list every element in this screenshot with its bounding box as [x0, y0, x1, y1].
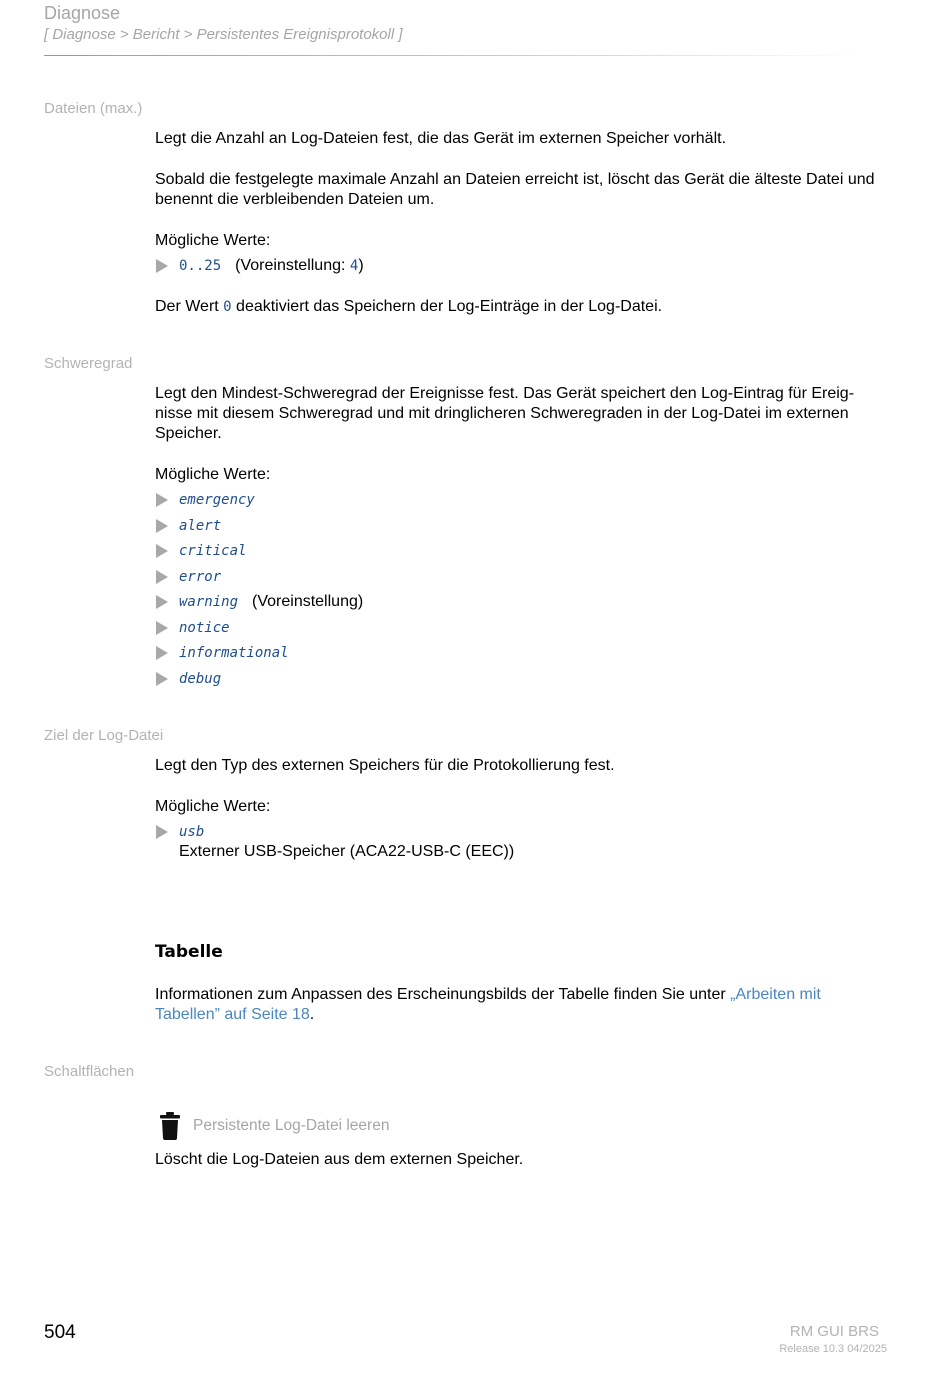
- schweregrad-values-label: Mögliche Werte:: [155, 466, 271, 483]
- list-item: [155, 669, 890, 695]
- tabelle-section: [155, 985, 890, 1025]
- clear-log-file-description: Löscht die Log-Dateien aus dem externen Speicher.: [155, 1151, 524, 1168]
- dateien-default-value: 4: [349, 258, 359, 274]
- severity-value: alert: [179, 517, 222, 534]
- trash-icon: [158, 1112, 182, 1145]
- dateien-section: [155, 129, 890, 317]
- ziel-value-description: Externer USB-Speicher (ACA22-USB-C (EEC)): [179, 843, 515, 860]
- dateien-note-suffix: deaktiviert das Speichern der Log-Einträge in der Log-Datei.: [231, 297, 663, 315]
- link-text-line-1: „Arbeiten mit: [730, 986, 821, 1003]
- schweregrad-description-line-3: Speicher.: [155, 425, 222, 442]
- bullet-triangle-icon: [156, 825, 168, 839]
- header-divider: [44, 55, 864, 56]
- schweregrad-description: [155, 384, 890, 444]
- tabelle-text-prefix: Informationen zum Anpassen des Erscheinungsbilds der Tabelle finden Sie unter: [155, 986, 731, 1003]
- ziel-values-label: Mögliche Werte:: [155, 798, 271, 815]
- schaltflaechen-section: [155, 1150, 890, 1170]
- dateien-values-label: Mögliche Werte:: [155, 232, 271, 249]
- severity-default-note: (Voreinstellung): [252, 593, 364, 610]
- list-item: [155, 643, 890, 669]
- tabelle-text-suffix: .: [309, 1006, 315, 1023]
- list-item: [155, 592, 890, 618]
- ziel-section: [155, 756, 890, 862]
- bullet-triangle-icon: [156, 646, 168, 660]
- severity-value: emergency: [179, 492, 255, 508]
- schweregrad-values-list: [155, 490, 890, 694]
- clear-log-file-button-label: Persistente Log-Datei leeren: [193, 1117, 390, 1134]
- list-item: [155, 541, 890, 567]
- dateien-default-prefix: (Voreinstellung:: [235, 257, 350, 274]
- dateien-default-suffix: ): [358, 257, 364, 274]
- section-label-schaltflaechen: Schaltflächen: [44, 1063, 135, 1080]
- link-text-line-2: Tabellen” auf Seite 18: [155, 1006, 310, 1023]
- bullet-triangle-icon: [156, 595, 168, 609]
- ziel-value: usb: [179, 824, 205, 840]
- dateien-range: 0..25: [179, 258, 222, 274]
- severity-value: warning: [179, 594, 239, 610]
- page-header-title: Diagnose: [44, 3, 121, 23]
- list-item: [155, 516, 890, 542]
- severity-value: notice: [179, 619, 230, 636]
- bullet-triangle-icon: [156, 519, 168, 533]
- dateien-description-2: Sobald die festgelegte maximale Anzahl an Dateien erreicht ist, löscht das Gerät die älteste Datei und benennt die verbleibenden Dateien um.: [155, 171, 875, 208]
- dateien-note-value: 0: [223, 298, 232, 315]
- ziel-description: Legt den Typ des externen Speichers für die Protokollierung fest.: [155, 757, 615, 774]
- bullet-triangle-icon: [156, 570, 168, 584]
- list-item: [155, 490, 890, 516]
- list-item: [155, 822, 890, 862]
- severity-value: informational: [179, 645, 289, 661]
- bullet-triangle-icon: [156, 544, 168, 558]
- bullet-triangle-icon: [156, 621, 168, 635]
- severity-value: debug: [179, 670, 222, 687]
- dateien-note-prefix: Der Wert: [155, 297, 224, 315]
- page-number: 504: [44, 1322, 76, 1343]
- list-item: [155, 618, 890, 644]
- severity-value: critical: [179, 543, 247, 559]
- list-item: [155, 567, 890, 593]
- section-label-schweregrad: Schweregrad: [44, 355, 133, 372]
- footer-release: Release 10.3 04/2025: [779, 1343, 887, 1355]
- severity-value: error: [179, 568, 222, 585]
- breadcrumb: [ Diagnose > Bericht > Persistentes Ereignisprotokoll ]: [44, 26, 403, 43]
- bullet-triangle-icon: [156, 672, 168, 686]
- tabelle-text: [155, 985, 890, 1025]
- footer-product: RM GUI BRS: [789, 1323, 879, 1340]
- dateien-note: [155, 297, 890, 317]
- section-label-dateien: Dateien (max.): [44, 100, 143, 117]
- bullet-triangle-icon: [156, 259, 168, 273]
- dateien-description: Legt die Anzahl an Log-Dateien fest, die das Gerät im externen Speicher vorhält.: [155, 130, 727, 147]
- section-label-ziel: Ziel der Log-Datei: [44, 727, 164, 744]
- bullet-triangle-icon: [156, 493, 168, 507]
- dateien-value-item: [155, 256, 890, 282]
- section-heading-tabelle: Tabelle: [155, 942, 223, 962]
- schweregrad-section: [155, 384, 890, 694]
- schweregrad-description-line-2: nisse mit diesem Schweregrad und mit dringlicheren Schweregraden in der Log-Datei im externen: [155, 405, 849, 422]
- schweregrad-description-line-1: Legt den Mindest-Schweregrad der Ereignisse fest. Das Gerät speichert den Log-Eintrag für Ereig-: [155, 385, 855, 402]
